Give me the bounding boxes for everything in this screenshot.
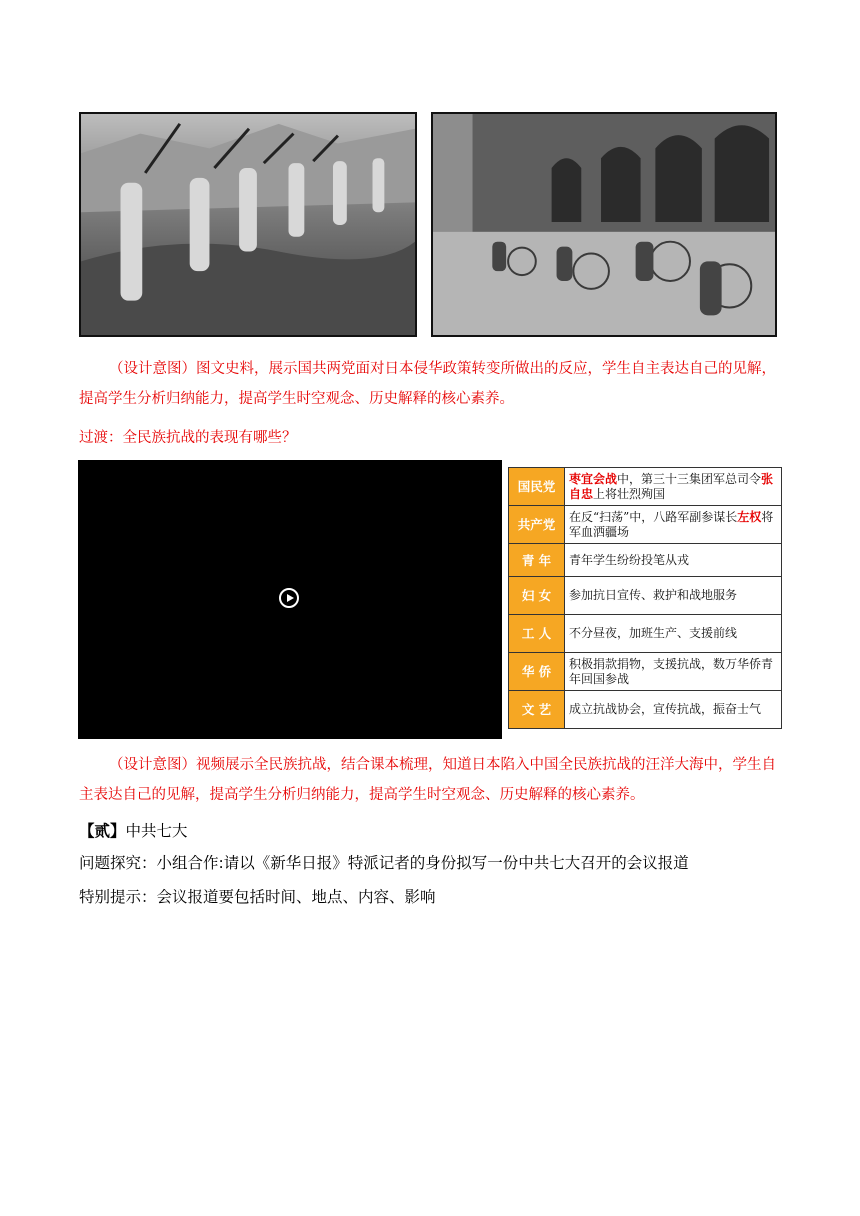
- highlighted-name: 左权: [737, 509, 762, 524]
- description-text: 不分昼夜，加班生产、支援前线: [569, 626, 738, 640]
- table-row: [509, 691, 782, 729]
- design-note-1-lead: （设计意图）: [109, 361, 196, 377]
- photo-women-spinning-image: [433, 114, 775, 335]
- group-name-cell: 青 年: [509, 544, 565, 577]
- group-name-cell: 国民党: [509, 468, 565, 506]
- section-2-bracket: 【贰】: [79, 822, 126, 840]
- design-note-1: [79, 354, 784, 414]
- table-row: [509, 653, 782, 691]
- section-2-heading: [79, 816, 784, 846]
- table-row: [509, 577, 782, 615]
- description-text: 积极捐款捐物，支援抗战，数万华侨青年回国参战: [569, 656, 774, 686]
- group-name-cell: 工 人: [509, 615, 565, 653]
- description-text: 上将壮烈殉国: [593, 486, 666, 501]
- table-row: [509, 544, 782, 577]
- photo-women-spinning: [431, 112, 777, 337]
- group-name-cell: 华 侨: [509, 653, 565, 691]
- highlighted-name: 张自忠: [569, 471, 774, 501]
- section-2-title: 中共七大: [125, 822, 188, 840]
- description-text: 成立抗战协会，宣传抗战，振奋士气: [569, 702, 762, 716]
- group-description-cell: [565, 653, 782, 691]
- description-text: 参加抗日宣传、救护和战地服务: [569, 588, 738, 602]
- design-note-2-text: 视频展示全民族抗战，结合课本梳理，知道日本陷入中国全民族抗战的汪洋大海中，学生自主表达自己的见解，提高学生分析归纳能力，提高学生时空观念、历史解释的核心素养。: [79, 757, 776, 803]
- group-description-cell: [565, 691, 782, 729]
- group-name-cell: 文 艺: [509, 691, 565, 729]
- resistance-groups-table: [508, 467, 782, 729]
- play-icon[interactable]: [279, 588, 299, 608]
- transition-question: 过渡：全民族抗战的表现有哪些？: [79, 430, 297, 446]
- description-text: 青年学生纷纷投笔从戎: [569, 552, 690, 567]
- table-row: [509, 468, 782, 506]
- design-note-1-text: 图文史料，展示国共两党面对日本侵华政策转变所做出的反应，学生自主表达自己的见解，提高学生分析归纳能力，提高学生时空观念、历史解释的核心素养。: [79, 361, 776, 407]
- group-name-cell: 妇 女: [509, 577, 565, 615]
- inquiry-question: 问题探究：小组合作:请以《新华日报》特派记者的身份拟写一份中共七大召开的会议报道: [79, 854, 689, 872]
- group-description-cell: [565, 468, 782, 506]
- group-description-cell: [565, 615, 782, 653]
- photo-soldiers-farming: [79, 112, 417, 337]
- description-text: 在反“扫荡”中，八路军副参谋长: [569, 509, 738, 524]
- special-tip: 特别提示：会议报道要包括时间、地点、内容、影响: [79, 888, 436, 906]
- group-name-cell: 共产党: [509, 506, 565, 544]
- table-row: [509, 615, 782, 653]
- description-text: 将军血洒疆场: [569, 509, 774, 539]
- group-description-cell: [565, 506, 782, 544]
- design-note-2-lead: （设计意图）: [109, 757, 196, 773]
- highlighted-name: 枣宜会战: [569, 471, 618, 486]
- photo-soldiers-farming-image: [81, 114, 415, 335]
- description-text: 中，第三十三集团军总司令: [617, 471, 762, 486]
- group-description-cell: [565, 577, 782, 615]
- video-player[interactable]: [78, 460, 502, 739]
- design-note-2: [79, 750, 784, 810]
- table-row: [509, 506, 782, 544]
- group-description-cell: [565, 544, 782, 577]
